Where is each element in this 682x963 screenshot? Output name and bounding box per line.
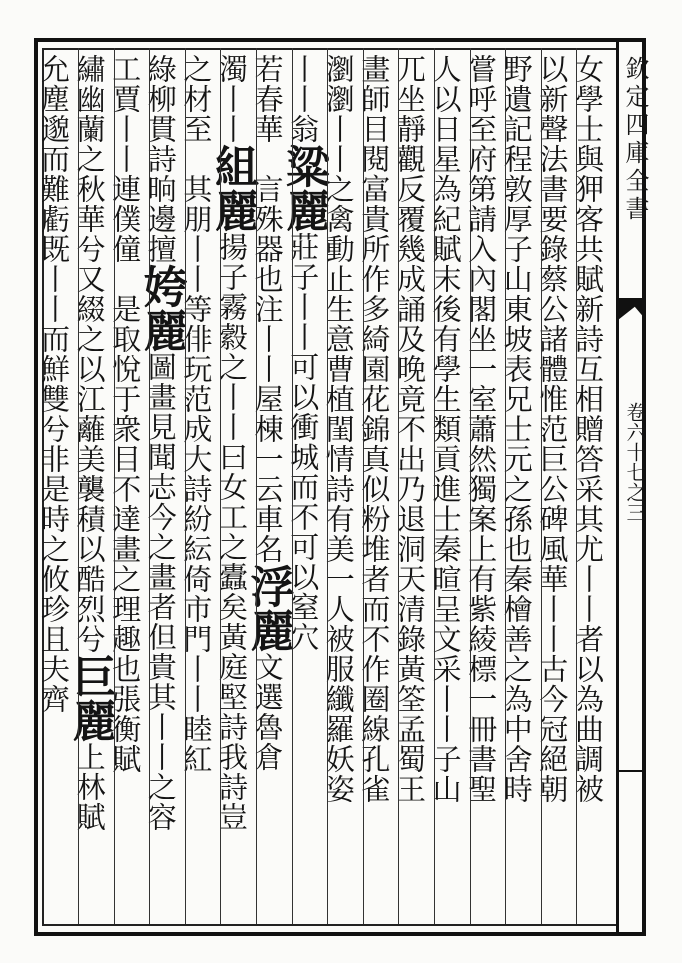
column-text-run: 其朋丨丨等俳玩范成大詩紛紜倚市門丨丨睦紅 — [179, 174, 214, 774]
column-separator — [576, 48, 577, 924]
column-text-run: 丨丨翁 — [286, 54, 321, 144]
column-text-run: 言殊器也注丨丨屋棟一云車名 — [250, 174, 285, 564]
text-column-14 — [108, 54, 150, 920]
column-separator — [541, 48, 542, 924]
column-text-run: 野遺記程敦厚子山東坡表兄士元之孫也秦檜善之為中舍時 — [499, 54, 534, 804]
text-column-15 — [64, 54, 116, 920]
headword: 姱麗 — [135, 264, 187, 352]
text-column-3 — [499, 54, 541, 920]
column-text-run: 畫師目閱富貴所作多綺園花錦真似粉堆者而不作圈線孔雀 — [357, 54, 392, 804]
margin-volume-number: 卷六十七之三 — [623, 402, 647, 522]
text-column-2 — [535, 54, 577, 920]
text-column-6 — [392, 54, 434, 920]
column-text-run: 人以日星為紀賦末後有學生類貢進士秦暄呈文采丨丨子山 — [428, 54, 463, 804]
column-text-run: 莊子丨丨可以衝城而不可以窒穴 — [286, 232, 321, 652]
text-column-7 — [357, 54, 399, 920]
text-column-1 — [570, 54, 612, 920]
column-separator — [149, 48, 150, 924]
column-separator — [505, 48, 506, 924]
text-column-8 — [321, 54, 363, 920]
fishtail-rule — [618, 770, 646, 772]
page-frame-inner-top — [42, 48, 616, 50]
column-separator — [434, 48, 435, 924]
page-frame-inner-bottom — [42, 924, 616, 926]
column-text-run: 以新聲法書要錄蔡公諸體惟范巨公碑風華 — [535, 54, 570, 594]
headword: 組麗 — [206, 144, 258, 232]
column-separator — [327, 48, 328, 924]
text-column-4 — [464, 54, 506, 920]
column-text-run: 上林賦 — [72, 742, 107, 832]
text-column-5 — [428, 54, 470, 920]
column-separator — [78, 48, 79, 924]
column-text-run: 是取悅于衆目不達畫之理趣也張衡賦 — [108, 294, 143, 774]
text-column-9 — [278, 54, 330, 920]
column-separator — [220, 48, 221, 924]
column-text-run: 女學士與狎客共賦新詩互相贈答采其尤 — [570, 54, 605, 564]
column-text-run: 工賈丨丨連僕僮 — [108, 54, 143, 264]
column-separator — [292, 48, 293, 924]
column-text-run: 濁丨丨 — [214, 54, 249, 144]
margin-book-title: 欽定四庫全書 — [621, 56, 649, 224]
headword: 巨麗 — [64, 654, 116, 742]
center-margin-rule — [616, 38, 619, 936]
text-column-10 — [242, 54, 294, 920]
column-text-run: 圖畫見聞志今之畫者但貴其丨丨之容 — [143, 352, 178, 832]
column-text-run: 且夫齊 — [36, 624, 71, 714]
column-text-run: 嘗呼至府第請入內閣坐一室蕭然獨案上有紫綾標一冊書聖 — [464, 54, 499, 804]
column-separator — [363, 48, 364, 924]
column-separator — [398, 48, 399, 924]
column-text-run: 若春華 — [250, 54, 285, 144]
column-text-run: 之材至 — [179, 54, 214, 144]
column-text-run: 瀏瀏丨丨之禽動止生意曹植閨情詩有美一人被服纖羅妖姿 — [321, 54, 356, 804]
column-separator — [256, 48, 257, 924]
headword: 浮麗 — [242, 564, 294, 652]
column-text-run: 丨丨者以為曲調被 — [570, 564, 605, 804]
column-text-run: 允塵邈而難虧既丨丨而鮮雙兮非是時之攸珍 — [36, 54, 71, 624]
text-column-12 — [179, 54, 221, 920]
column-text-run: 綠柳貫詩晌邊擅 — [143, 54, 178, 264]
column-text-run: 兀坐靜觀反覆幾成誦及晚竟不出乃退洞天清錄黃筌孟蜀王 — [392, 54, 427, 804]
headword: 粱麗 — [278, 144, 330, 232]
column-separator — [114, 48, 115, 924]
text-column-16 — [36, 54, 78, 920]
column-text-run: 揚子霧縠之丨丨曰女工之蠹矣黃庭堅詩我詩豈 — [214, 232, 249, 832]
column-text-run: 文選魯倉 — [250, 652, 285, 772]
text-column-13 — [135, 54, 187, 920]
column-text-run: 繡幽蘭之秋華兮又綴之以江蘺美襲積以酷烈兮 — [72, 54, 107, 654]
column-separator — [470, 48, 471, 924]
column-separator — [185, 48, 186, 924]
column-text-run: 丨丨古今冠絕朝 — [535, 594, 570, 804]
text-column-11 — [206, 54, 258, 920]
